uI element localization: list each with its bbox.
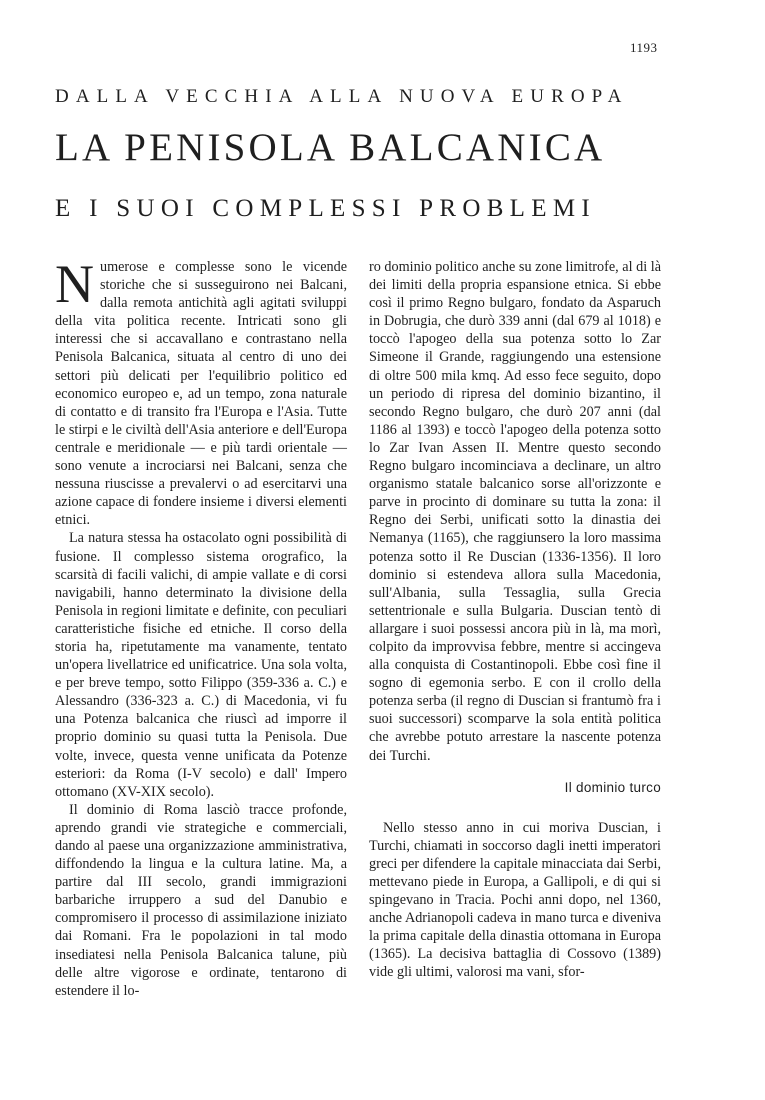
paragraph: ro dominio politico anche su zone limitrofe, al di là dei limiti della propria espansione etnica. Si ebbe così il primo Regno bulgaro, fondato da Asparuch in Dobrugia, che durò 339 anni (dal 679 al 1018) e toccò l'apogeo della sua potenza sotto lo Zar Simeone il Grande, raggiungendo una estensione di oltre 500 mila kmq. Ad esso fece seguito, dopo un periodo di ripresa del dominio bizantino, il secondo Regno bulgaro, che durò 207 anni (dal 1186 al 1393) e toccò l'apogeo della potenza sotto lo Zar Ivan Assen II. Mentre questo secondo Regno bulgaro incominciava a declinare, un altro organismo statale balcanico sorse all'orizzonte e parve in procinto di dominare su tutta la zona: il Regno dei Serbi, unificati sotto la dinastia dei Nemanya (1165), che raggiunsero la loro massima potenza sotto il Re Duscian (1336-1356). Il loro dominio si estendeva allora sulla Macedonia, sull'Albania, sulla Tessaglia, sulla Grecia settentrionale e sulla Bulgaria. Duscian tentò di allargare i suoi possessi ancora più in là, ma morì, colpito da improvvisa febbre, mentre si accingeva alla conquista di Costantinopoli. Ebbe così fine il sogno di egemonia serbo. E con il crollo della potenza serba (il regno di Duscian si frantumò fra i suoi successori) scomparve la sola entità politica che avrebbe potuto arrestare la nascente potenza dei Turchi. [369, 259, 661, 764]
drop-cap: N [55, 254, 94, 314]
page-number: 1193 [630, 40, 658, 55]
section-heading: Il dominio turco [564, 779, 661, 795]
article-kicker: DALLA VECCHIA ALLA NUOVA EUROPA [55, 86, 629, 107]
left-column [55, 254, 347, 1000]
paragraph: La natura stessa ha ostacolato ogni possibilità di fusione. Il complesso sistema orografico, la scarsità di facili valichi, di ampie vallate e di corsi navigabili, hanno determinato la divisione della Penisola in regioni limitate e definite, con peculiari caratteristiche fisiche ed etniche. Il corso della storia ha, ripetutamente ma vanamente, tentato un'opera livellatrice ed unificatrice. Una sola volta, e per breve tempo, sotto Filippo (359-336 a. C.) e Alessandro (336-323 a. C.) di Macedonia, vi fu una Potenza balcanica che riuscì ad imporre il proprio dominio su quasi tutta la Penisola. Due volte, invece, questa venne unificata da Potenze esteriori: da Roma (I-V secolo) e dall' Impero ottomano (XV-XIX secolo). [55, 530, 347, 800]
right-column [369, 258, 661, 982]
article-title: LA PENISOLA BALCANICA [55, 126, 606, 169]
article-subtitle: E I SUOI COMPLESSI PROBLEMI [55, 195, 596, 222]
paragraph: Il dominio di Roma lasciò tracce profonde, aprendo grandi vie strategiche e commerciali, dando al paese una organizzazione amministrativa, diffondendo la lingua e la cultura latine. Ma, a partire dal III secolo, grandi immigrazioni barbariche irruppero a sud del Danubio e compromisero il processo di assimilazione iniziato dai Romani. Fra le popolazioni in tal modo insediatesi nella Penisola Balcanica talune, più delle altre vigorose e ordinate, tentarono di estendere il lo- [55, 801, 347, 999]
paragraph: Nello stesso anno in cui moriva Duscian, i Turchi, chiamati in soccorso dagli inetti imperatori greci per difendere la capitale minacciata dai Serbi, mettevano piede in Europa, a Gallipoli, e di qui si spingevano in Tracia. Pochi anni dopo, nel 1360, anche Adrianopoli cadeva in mano turca e diveniva la prima capitale della dinastia ottomana in Europa (1365). La decisiva battaglia di Cossovo (1389) vide gli ultimi, valorosi ma vani, sfor- [369, 819, 661, 981]
paragraph-text: umerose e complesse sono le vicende storiche che si susseguirono nei Balcani, dalla remota antichità agli agitati sviluppi della vita politica recente. Intricati sono gli interessi che si accavallano e contrastano nella Penisola Balcanica, situata al centro di uno dei settori più delicati per l'equilibrio politico ed economico europeo e, ad un tempo, zona naturale di contatto e di transito fra l'Europa e l'Asia. Tutte le stirpi e le civiltà dell'Asia anteriore e dell'Europa centrale e meridionale — e più tardi orientale — sono venute a incrociarsi nei Balcani, senza che nessuna riuscisse a prevalervi o ad esercitarvi una azione capace di fondere insieme i diversi elementi etnici. [55, 259, 347, 529]
paragraph [55, 254, 347, 529]
